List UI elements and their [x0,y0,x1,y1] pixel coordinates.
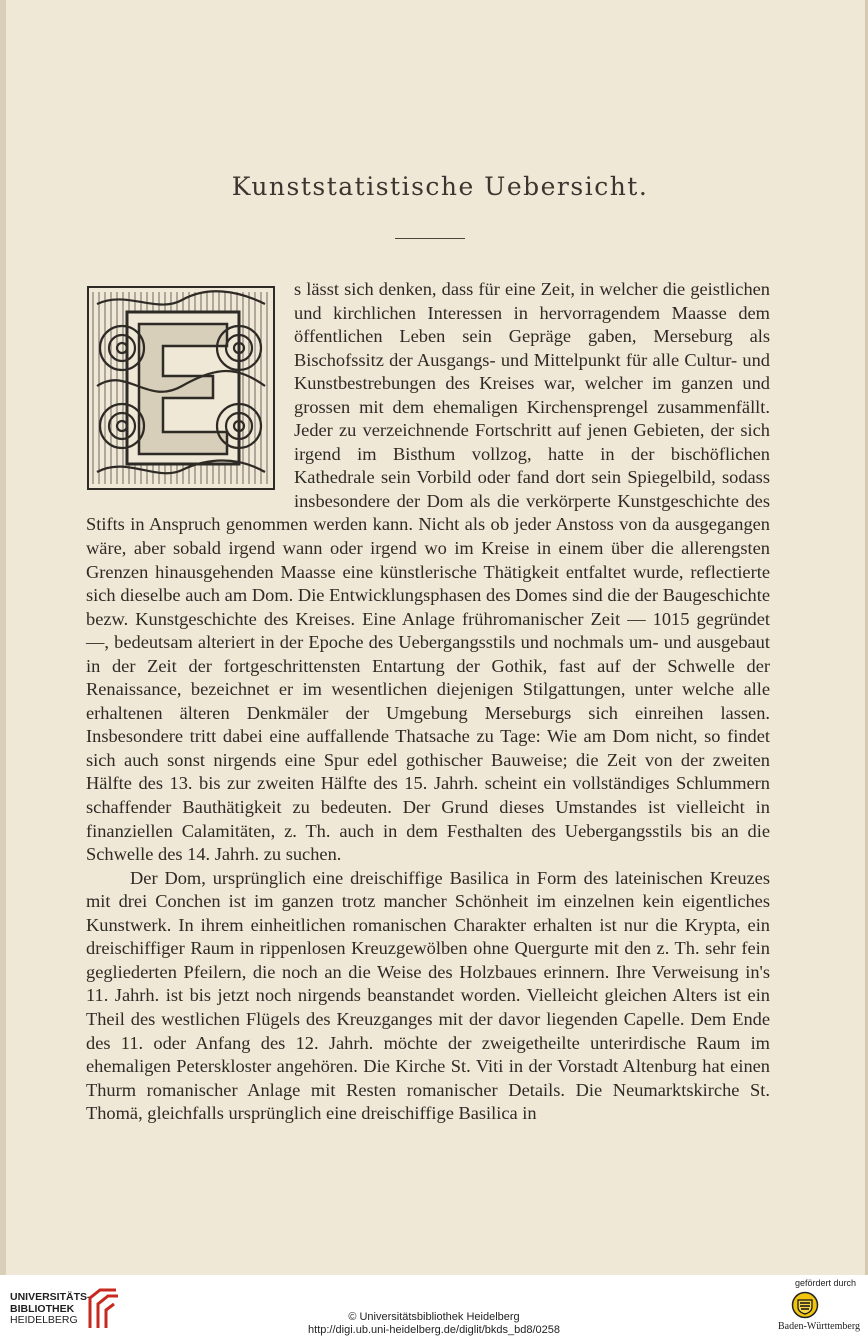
initial-spacer [86,278,294,490]
baden-wuerttemberg-seal-icon [791,1291,819,1319]
permalink-url[interactable]: http://digi.ub.uni-heidelberg.de/diglit/bkds_bd8/0258 [308,1324,560,1336]
paragraph-1: s lässt sich denken, dass für eine Zeit, in welcher die geistlichen und kirchlichen Interessen in hervorragendem Maasse dem öffentlichen Leben sein Gepräge gaben, Merseburg als Bischofssitz der Ausgangs- und Mittelpunkt für alle Cultur- und Kunstbestrebungen des Kreises war, welcher im ganzen und grossen mit dem ehemaligen Kirchensprengel zusammenfällt. Jeder zu verzeichnende Fortschritt auf jenen Gebieten, der sich irgend im Bisthum vollzog, hatte in der bischöflichen Kathedrale sein Vorbild oder fand dort sein Spiegelbild, sodass insbesondere der Dom als die verkörperte Kunstgeschichte des Stifts in Anspruch genommen werden kann. Nicht als ob jeder Anstoss von da ausgegangen wäre, aber sobald irgend wann oder irgend wo im Kreise in einem über die allerengsten Grenzen hinausgehenden Maasse eine künstlerische Thätigkeit entfaltet wurde, reflectierte sich dieselbe auch am Dom. Die Entwicklungsphasen des Domes sind die der Baugeschichte bezw. Kunstgeschichte des Kreises. Eine Anlage frühromanischer Zeit — 1015 gegründet —, bedeutsam alteriert in der Epoche des Uebergangsstils und nochmals um- und ausgebaut in der Zeit der fortgeschrittensten Entartung der Gothik, fast auf der Schwelle der Renaissance, bezeichnet er im wesentlichen diejenigen Stilgattungen, unter welche alle erhaltenen älteren Denkmäler der Umgebung Merseburgs sich einreihen lassen. Insbesondere tritt dabei eine auffallende Thatsache zu Tage: Wie am Dom nicht, so findet sich auch sonst nirgends eine Spur edel gothischer Bauweise; die Zeit von der zweiten Hälfte des 13. bis zur zweiten Hälfte des 15. Jahrh. scheint ein vollständiges Schlummern schaffender Bauthätigkeit zu bedeuten. Der Grund dieses Umstandes ist vielleicht in finanziellen Calamitäten, z. Th. auch in dem Festhalten des Uebergangsstils bis an die Schwelle des 14. Jahrh. zu suchen. [86,279,770,865]
page-title: Kunststatistische Uebersicht. [231,172,649,201]
library-name-line3: HEIDELBERG [10,1314,78,1326]
funder-name: Baden-Württemberg [777,1321,860,1332]
library-name-line2: BIBLIOTHEK [10,1302,75,1315]
body-text [86,278,770,1126]
library-name-line1: UNIVERSITÄTS- [10,1291,91,1303]
paragraph-2: Der Dom, ursprünglich eine dreischiffige Basilica in Form des lateinischen Kreuzes mit drei Conchen ist im ganzen trotz mancher Schönheit im einzelnen kein eigentliches Kunstwerk. In ihrem einheitlichen romanischen Charakter erhalten ist nur die Krypta, ein dreischiffiger Raum in rippenlosen Kreuzgewölben ohne Quergurte mit den z. Th. sehr fein gegliederten Pfeilern, die noch an die Weise des Holzbaues erinnern. Ihre Verweisung in's 11. Jahrh. ist bis jetzt noch nirgends beanstandet worden. Vielleicht gleichen Alters ist ein Theil des westlichen Flügels des Kreuzganges mit der davor liegenden Capelle. Dem Ende des 11. oder Anfang des 12. Jahrh. möchte der zweigetheilte unterirdische Raum im ehemaligen Peterskloster angehören. Die Kirche St. Viti in der Vorstadt Altenburg hat einen Thurm romanischer Anlage mit Resten romanischer Details. Die Neumarktskirche St. Thomä, gleichfalls ursprünglich eine dreischiffige Basilica in [86,867,770,1124]
title-divider [395,238,465,239]
copyright-notice: © Universitätsbibliothek Heidelberg [348,1311,520,1323]
funded-by-label: gefördert durch [794,1278,856,1288]
